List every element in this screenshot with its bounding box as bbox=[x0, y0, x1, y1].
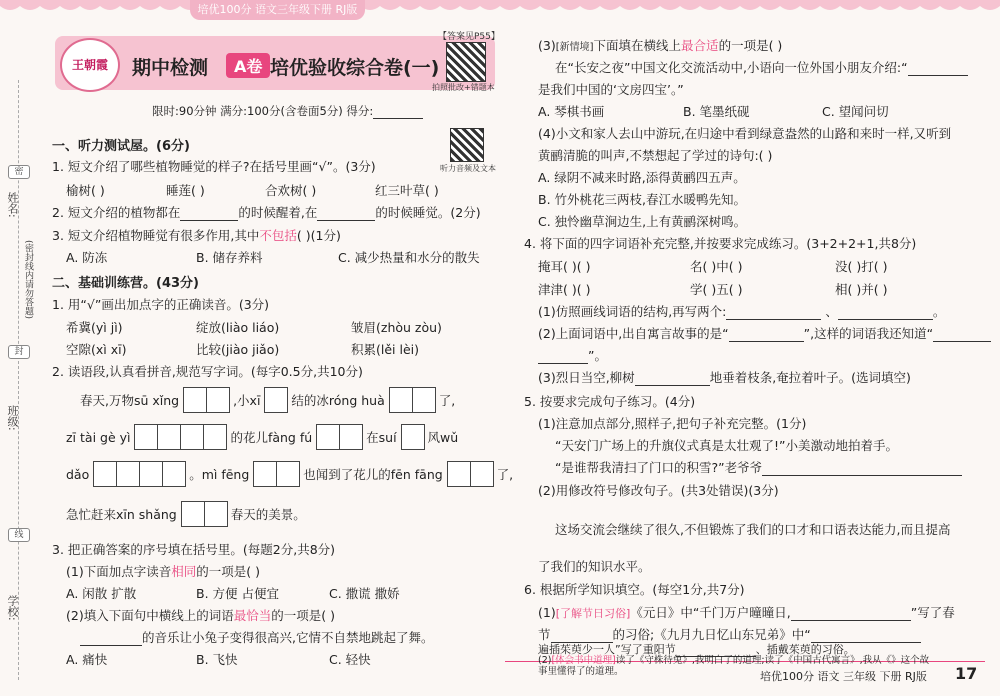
s1-q1: 1. 短文介绍了哪些植物睡觉的样子?在括号里画“√”。(3分) bbox=[52, 159, 376, 174]
q-text: (2)填入下面句中横线上的词语 bbox=[66, 608, 234, 623]
idiom-item: 掩耳( )( ) bbox=[538, 259, 591, 274]
q-text: 的音乐让小兔子变得很高兴,它情不自禁地跳起了舞。 bbox=[142, 630, 434, 645]
pinyin-row-3 bbox=[66, 461, 513, 490]
section2-title: 二、基础训练营。(43分) bbox=[52, 276, 199, 291]
row-text: dǎo bbox=[66, 467, 90, 482]
q-text: 在“长安之夜”中国文化交流活动中,小语向一位外国小朋友介绍:“ bbox=[555, 60, 908, 75]
pinyin-item: 空隙(xì xī) bbox=[66, 342, 127, 357]
section1-title: 一、听力测试屋。(6分) bbox=[52, 139, 190, 154]
school-label: 学校: bbox=[6, 595, 19, 621]
writing-boxes[interactable] bbox=[401, 424, 424, 453]
q-text: 遍插茱萸少一人”写了重阳节 bbox=[538, 643, 676, 656]
q-text: 读了《守株待兔》,我明白了 bbox=[615, 655, 733, 666]
choice-option: A. 痛快 bbox=[66, 652, 108, 667]
s1-q3-b: ( )(1分) bbox=[296, 228, 341, 243]
idiom-item: 相( )并( ) bbox=[835, 282, 888, 297]
choice-option: A. 琴棋书画 bbox=[538, 104, 605, 119]
q-text: (1)下面加点字读音 bbox=[66, 564, 172, 579]
s1-q1-item: 睡莲( ) bbox=[166, 183, 205, 198]
s2-q3: 3. 把正确答案的序号填在括号里。(每题2分,共8分) bbox=[52, 542, 336, 557]
s1-q2-b: 的时候醒着,在 bbox=[238, 205, 318, 220]
answer-blank[interactable] bbox=[933, 329, 991, 342]
pinyin-item: 积累(lěi lèi) bbox=[351, 342, 419, 357]
exam-info-text: 限时:90分钟 满分:100分(含卷面5分) 得分: bbox=[152, 104, 374, 118]
r-q5-ask bbox=[555, 458, 962, 476]
s1-q1-item: 榆树( ) bbox=[66, 183, 105, 198]
choice-option: B. 笔墨纸砚 bbox=[683, 104, 750, 119]
name-label: 姓名: bbox=[6, 192, 19, 218]
answer-blank[interactable] bbox=[538, 351, 588, 364]
q-text: 的一项是( ) bbox=[718, 38, 783, 53]
answer-blank[interactable] bbox=[80, 633, 142, 646]
s2-q3-2-sentence bbox=[80, 628, 433, 646]
r-q6-1 bbox=[538, 603, 955, 621]
exam-type-title: 期中检测 bbox=[132, 57, 209, 79]
writing-boxes[interactable] bbox=[389, 387, 435, 416]
s1-q3-opt: A. 防冻 bbox=[66, 250, 108, 265]
r-q3-3-line2: 是我们中国的‘文房四宝’。” bbox=[538, 82, 684, 97]
exam-info bbox=[152, 103, 423, 119]
r-q5-sentence2: 了我们的知识水平。 bbox=[538, 559, 651, 574]
r-q3-3-line1 bbox=[555, 58, 968, 76]
row-text: 了, bbox=[438, 393, 456, 408]
row-text: zī tài gè yì bbox=[66, 430, 131, 445]
r-q5: 5. 按要求完成句子练习。(4分) bbox=[524, 394, 696, 409]
poem-option: C. 独怜幽草涧边生,上有黄鹂深树鸣。 bbox=[538, 214, 747, 229]
answer-blank[interactable] bbox=[726, 307, 821, 320]
lesson-tag: [体会书中道理] bbox=[551, 655, 616, 666]
q-text: 的一项是( ) bbox=[196, 564, 260, 579]
row-text: 了, bbox=[496, 467, 514, 482]
r-q4-3 bbox=[538, 368, 911, 386]
s1-q2-c: 的时候睡觉。(2分) bbox=[375, 205, 481, 220]
q-text: ”。 bbox=[588, 348, 607, 363]
q-text: 的一项是( ) bbox=[271, 608, 335, 623]
top-series-tab: 培优100分 语文三年级下册 RJ版 bbox=[190, 0, 365, 20]
q-emph: 最恰当 bbox=[233, 608, 272, 623]
pinyin-item: 比较(jiào jiǎo) bbox=[196, 342, 280, 357]
pinyin-row-2 bbox=[66, 424, 458, 453]
audio-qr-caption: 听力音频及文本 bbox=[440, 164, 496, 173]
pinyin-item: 皱眉(zhòu zòu) bbox=[351, 320, 442, 335]
writing-boxes[interactable] bbox=[316, 424, 362, 453]
idiom-item: 学( )五( ) bbox=[690, 282, 743, 297]
s2-q1: 1. 用“√”画出加点字的正确读音。(3分) bbox=[52, 297, 270, 312]
choice-option: C. 撒谎 撒娇 bbox=[329, 586, 400, 601]
r-q5-sentence1: 这场交流会继续了很久,不但锻炼了我们的口才和口语表达能力,而且提高 bbox=[555, 522, 951, 537]
pinyin-row-4 bbox=[66, 501, 306, 530]
r-q4: 4. 将下面的四字词语补充完整,并按要求完成练习。(3+2+2+1,共8分) bbox=[524, 236, 917, 251]
r-q4-2c bbox=[538, 346, 607, 364]
r-q6: 6. 根据所学知识填空。(每空1分,共7分) bbox=[524, 582, 745, 597]
q-text: 的习俗;《九月九日忆山东兄弟》中“ bbox=[612, 627, 811, 642]
footer-series: 培优100分 语文 三年级 下册 RJ版 bbox=[760, 670, 927, 683]
top-scallop-band bbox=[0, 0, 1000, 22]
r-q4-1: (1)仿照画线词语的结构,再写两个: 、 。 bbox=[538, 304, 946, 319]
qr-caption: 拍照批改+错题本 bbox=[432, 83, 495, 92]
answer-blank[interactable] bbox=[180, 208, 238, 221]
answer-blank[interactable] bbox=[908, 63, 968, 76]
s1-q1-item: 红三叶草( ) bbox=[375, 183, 439, 198]
q-text: 》这个 bbox=[891, 655, 920, 666]
r-q3-4: (4)小文和家人去山中游玩,在归途中看到绿意盎然的山路和来时一样,又听到 bbox=[538, 126, 952, 141]
exam-title: 培优验收综合卷(一) bbox=[270, 57, 440, 79]
row-text: 在suí bbox=[366, 430, 397, 445]
s2-q3-2 bbox=[66, 606, 335, 624]
row-text: 急忙赶来xīn shǎng bbox=[66, 507, 177, 522]
brand-logo: 王朝霞 bbox=[60, 38, 120, 92]
q-text: 地垂着枝条,奄拉着叶子。(选词填空) bbox=[709, 370, 911, 385]
writing-boxes[interactable] bbox=[181, 501, 227, 530]
s1-q3-emph: 不包括 bbox=[259, 228, 297, 243]
answer-blank[interactable] bbox=[635, 373, 710, 386]
q-text: ”写了春 bbox=[910, 605, 955, 620]
poem-option: A. 绿阴不减来时路,添得黄鹂四五声。 bbox=[538, 170, 746, 185]
q-text: (3) bbox=[538, 38, 556, 53]
q-text: ”,这样的词语我还知道“ bbox=[803, 326, 934, 341]
q-text: 的道理。 bbox=[585, 666, 624, 677]
s1-q2-a: 2. 短文介绍的植物都在 bbox=[52, 205, 181, 220]
seal-xian: 线 bbox=[8, 528, 30, 542]
pinyin-item: 绽放(liào liáo) bbox=[196, 320, 280, 335]
answer-blank[interactable] bbox=[729, 329, 804, 342]
idiom-item: 名( )中( ) bbox=[690, 259, 743, 274]
choice-option: C. 轻快 bbox=[329, 652, 371, 667]
row-text: 风wǔ bbox=[427, 430, 459, 445]
choice-option: C. 望闻问切 bbox=[822, 104, 889, 119]
q-text: 节 bbox=[538, 627, 551, 642]
answer-reference: 【答案见P55】 bbox=[438, 32, 500, 42]
binding-spine bbox=[0, 0, 42, 696]
q-text: (2) bbox=[538, 655, 552, 666]
new-context-tag: [新情境] bbox=[555, 42, 594, 53]
writing-boxes[interactable] bbox=[183, 387, 229, 416]
q-text: (2)上面词语中,出自寓言故事的是“ bbox=[538, 326, 729, 341]
festival-tag: [了解节日习俗] bbox=[555, 607, 631, 620]
grading-qr-code[interactable] bbox=[446, 42, 486, 82]
q-text: 《元日》中“千门万户曈曈日, bbox=[630, 605, 791, 620]
writing-boxes[interactable] bbox=[264, 387, 287, 416]
idiom-item: 没( )打( ) bbox=[835, 259, 888, 274]
s1-q3 bbox=[52, 226, 341, 244]
choice-option: A. 闲散 扩散 bbox=[66, 586, 137, 601]
q-emph: 最合适 bbox=[681, 38, 719, 53]
r-q6-2-block bbox=[538, 655, 938, 677]
q-emph: 相同 bbox=[171, 564, 197, 579]
writing-boxes[interactable] bbox=[447, 461, 493, 490]
choice-option: B. 飞快 bbox=[196, 652, 238, 667]
writing-boxes[interactable] bbox=[134, 424, 226, 453]
row-text: 春天,万物sū xǐng bbox=[80, 393, 180, 408]
s2-q3-1 bbox=[66, 562, 260, 580]
row-text: ,小xī bbox=[233, 393, 261, 408]
row-text: 也闻到了花儿的fēn fāng bbox=[303, 467, 443, 482]
choice-option: B. 方便 占便宜 bbox=[196, 586, 279, 601]
pinyin-item: 希冀(yì jì) bbox=[66, 320, 123, 335]
row-text: 。mì fēng bbox=[189, 467, 250, 482]
page-number: 17 bbox=[955, 664, 978, 683]
q-text: “是谁帮我清扫了门口的积雪?”老爷爷 bbox=[555, 460, 763, 475]
row-text: 结的冰róng huà bbox=[291, 393, 385, 408]
r-q5-2: (2)用修改符号修改句子。(共3处错误)(3分) bbox=[538, 483, 779, 498]
seal-note: (密封线内请勿答题) bbox=[23, 240, 33, 320]
s1-q2 bbox=[52, 203, 481, 221]
q-text: (1) bbox=[538, 605, 556, 620]
row-text: 的花儿fàng fú bbox=[230, 430, 313, 445]
class-label: 班级: bbox=[6, 405, 19, 431]
q-text: 故事里懂得了 bbox=[538, 655, 930, 677]
r-q5-1: (1)注意加点部分,照样子,把句子补充完整。(1分) bbox=[538, 416, 807, 431]
s1-q1-item: 合欢树( ) bbox=[265, 183, 317, 198]
r-q5-example: “天安门广场上的升旗仪式真是太壮观了!”小美激动地拍着手。 bbox=[555, 438, 898, 453]
q-text: (3)烈日当空,柳树 bbox=[538, 370, 635, 385]
q-text: (1)仿照画线词语的结构,再写两个: bbox=[538, 304, 727, 319]
writing-boxes[interactable] bbox=[253, 461, 299, 490]
q-text: 的道理;读了《中国古代寓言》,我从《 bbox=[732, 655, 892, 666]
score-blank[interactable] bbox=[373, 106, 423, 119]
r-q3-4b: 黄鹂清脆的叫声,不禁想起了学过的诗句:( ) bbox=[538, 148, 773, 163]
seal-mi: 密 bbox=[8, 165, 30, 179]
writing-boxes[interactable] bbox=[93, 461, 185, 490]
s1-q3-opt: B. 储存养料 bbox=[196, 250, 263, 265]
answer-blank[interactable] bbox=[317, 208, 375, 221]
audio-qr-code[interactable] bbox=[450, 128, 484, 162]
seal-feng: 封 bbox=[8, 345, 30, 359]
answer-blank[interactable] bbox=[838, 307, 933, 320]
q-text: 下面填在横线上 bbox=[593, 38, 682, 53]
poem-option: B. 竹外桃花三两枝,春江水暖鸭先知。 bbox=[538, 192, 746, 207]
s2-q2: 2. 读语段,认真看拼音,规范写字词。(每字0.5分,共10分) bbox=[52, 364, 363, 379]
answer-blank[interactable] bbox=[791, 608, 911, 621]
pinyin-row-1 bbox=[80, 387, 455, 416]
r-q4-2 bbox=[538, 324, 991, 342]
s1-q3-a: 3. 短文介绍植物睡觉有很多作用,其中 bbox=[52, 228, 260, 243]
q-text: 、插戴茱萸的习俗。 bbox=[755, 643, 855, 656]
paper-a-badge: A卷 bbox=[226, 53, 270, 78]
row-text: 春天的美景。 bbox=[230, 507, 306, 522]
r-q3-3 bbox=[538, 36, 782, 54]
idiom-item: 津津( )( ) bbox=[538, 282, 591, 297]
s1-q3-opt: C. 减少热量和水分的散失 bbox=[338, 250, 480, 265]
answer-blank[interactable] bbox=[762, 463, 962, 476]
